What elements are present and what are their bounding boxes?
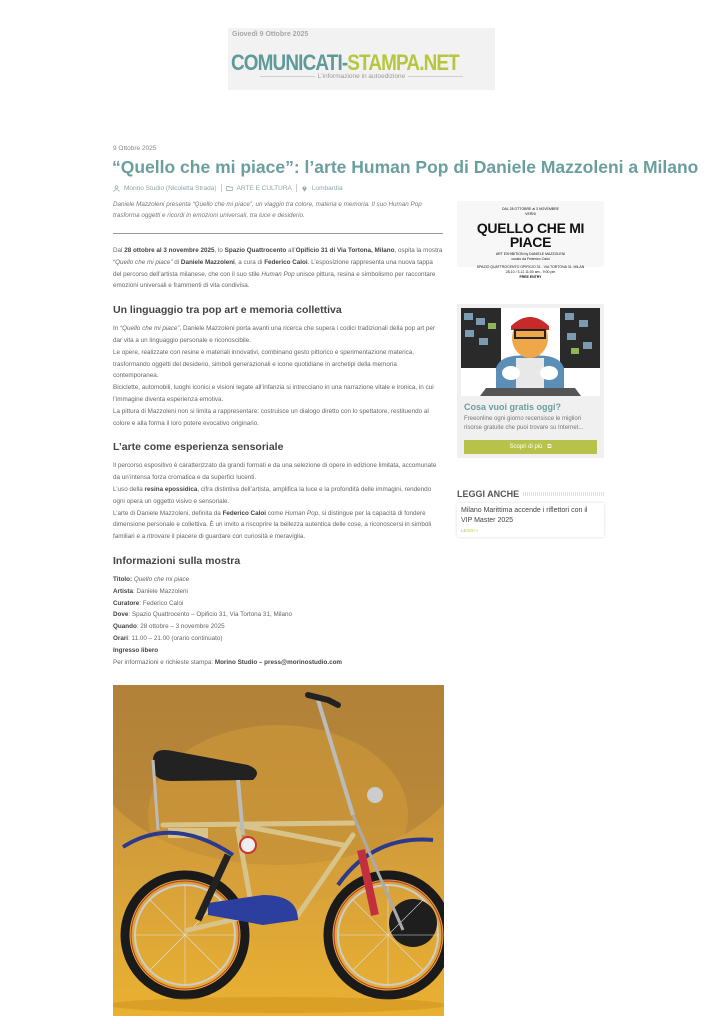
article-meta	[113, 184, 343, 192]
author-link[interactable]: Morino Studio (Nicoletta Strada)	[124, 184, 217, 192]
bicycle-illustration	[113, 685, 444, 1016]
article-lead: Daniele Mazzoleni presenta “Quello che mi piace”, un viaggio tra colore, materia e memoria. Il suo Human Pop trasforma oggetti e ricordi in emozioni universali, tra luce e desiderio.	[113, 201, 422, 219]
info-artist: Artista: Daniele Mazzoleni	[113, 587, 188, 595]
paragraph: La pittura di Mazzoleni non si limita a rappresentare: costruisce un dialogo diretto con lo spettatore, restituendo al colore e alla forma il loro potere evocativo originario.	[113, 407, 429, 427]
info-curator: Curatore: Federico Caloi	[113, 599, 184, 607]
poster-line: 28-10 / 3-11 11:00 am - 9:00 pm	[505, 270, 556, 274]
related-article-title[interactable]: Milano Marittima accende i riflettori con il VIP Master 2025	[461, 507, 588, 524]
paragraph: L’uso della resina epossidica, cifra distintiva dell’artista, amplifica la luce e la profondità delle immagini, rendendo ogni opera un oggetto visivo e sensoriale.	[113, 485, 432, 505]
exhibition-info-list	[113, 574, 443, 668]
meta-divider	[296, 184, 297, 192]
paragraph: Biciclette, automobili, luoghi iconici e visioni legate all’infanzia si intrecciano in una narrazione vitale e ironica, in cui l’immagine diventa esperienza emotiva.	[113, 384, 434, 403]
read-also-heading: LEGGI ANCHE	[457, 489, 520, 499]
section-heading-sensorial: L’arte come esperienza sensoriale	[113, 441, 284, 454]
poster-line: ART EXHIBITION by DANIELE MAZZOLENI	[495, 252, 566, 256]
info-free-entry: Ingresso libero	[113, 646, 159, 654]
poster-dates: DAL 28 OTTOBRE al 3 NOVEMBRE	[502, 207, 559, 211]
paragraph: Le opere, realizzate con resine e materiali innovativi, combinano gesto pittorico e sperimentazione materica, trasformando oggetti del desiderio, simboli generazionali e icone quotidiane in archetipi della memoria contemporanea.	[113, 348, 415, 380]
press-contact: Per informazioni e richieste stampa: Morino Studio – press@morinostudio.com	[113, 658, 343, 666]
user-icon	[113, 185, 120, 192]
section-heading-pop-art: Un linguaggio tra pop art e memoria collettiva	[113, 304, 342, 317]
tagline-text: L'informazione in autoedizione	[317, 73, 406, 80]
info-hours: Orari: 11.00 – 21.00 (orario continuato)	[113, 634, 223, 642]
poster-line: curato da Federico Caloi	[511, 257, 550, 261]
logo-part-1: COMUNICATI-	[231, 50, 348, 75]
info-dates: Quando: 28 ottobre – 3 novembre 2025	[113, 623, 225, 631]
press-email-link[interactable]: Morino Studio – press@morinostudio.com	[214, 658, 343, 666]
button-label: Scopri di più	[509, 444, 543, 450]
discover-more-button[interactable]	[464, 440, 597, 454]
logo-part-2: STAMPA.NET	[347, 50, 459, 75]
article-title: “Quello che mi piace”: l’arte Human Pop di Daniele Mazzoleni a Milano	[112, 157, 699, 177]
exhibition-poster-ad[interactable]	[457, 201, 604, 279]
info-title: Titolo: Quello che mi piace	[113, 575, 190, 583]
decorative-dots	[523, 492, 604, 496]
artwork-bicycle-image	[113, 685, 444, 1016]
category-link[interactable]: ARTE E CULTURA	[236, 184, 292, 192]
related-article-card[interactable]	[457, 503, 604, 537]
meta-divider	[221, 184, 222, 192]
promo-title[interactable]: Cosa vuoi gratis oggi?	[464, 402, 562, 412]
paragraph: L’arte di Daniele Mazzoleni, definita da Federico Caloi come Human Pop, si distingue per la capacità di fondere dimensione personale e collettiva. È un invito a riscoprire la bellezza autentica delle cose, a riconoscersi in simboli familiari e a ritrovare il piacere di guardare con curiosità e meraviglia.	[113, 509, 432, 541]
poster-line: SPAZIO QUATTROCENTO OPIFICIO 31 - VIA TORTONA 31, MILAN	[476, 265, 585, 269]
paragraph: In “Quello che mi piace”, Daniele Mazzoleni porta avanti una ricerca che supera i codici tradizionali della pop art per dar vita a un linguaggio personale e riconoscibile.	[113, 325, 436, 344]
site-masthead	[228, 28, 495, 90]
folder-icon	[226, 185, 233, 192]
poster-title: QUELLO CHE MI PIACE	[476, 220, 585, 250]
promo-widget	[457, 304, 604, 458]
intro-paragraph: Dal 28 ottobre al 3 novembre 2025, lo Spazio Quattrocento all’Opificio 31 di Via Tortona, Milano, ospita la mostra “Quello che mi piace” di Daniele Mazzoleni, a cura di Federico Caloi. L’esposizione rappresenta una nuova tappa del percorso dell’artista milanese, che con il suo stile Human Pop unisce pittura, resina e simbolismo per raccontare emozioni universali e frammenti di vita condivisa.	[113, 247, 443, 290]
divider	[113, 233, 443, 234]
cartoon-character-illustration	[461, 308, 600, 396]
poster-vernissage: VERNI	[525, 212, 536, 216]
article-date: 9 Ottobre 2025	[113, 145, 157, 152]
region-link[interactable]: Lombardia	[311, 184, 343, 192]
poster-line: FREE ENTRY	[519, 275, 542, 279]
paragraph: Il percorso espositivo è caratterizzato da grandi formati e da una selezione di opere in edizione limitata, accomunate da un’intensa forza cromatica e da superfici lucenti.	[113, 462, 437, 482]
promo-image[interactable]	[461, 308, 600, 396]
location-pin-icon	[301, 185, 308, 192]
promo-description: Freeonline ogni giorno recensisce le migliori risorse gratuite che puoi trovare su Internet...	[464, 416, 584, 431]
read-also-header	[457, 489, 604, 499]
current-date: Giovedì 9 Ottobre 2025	[232, 31, 309, 38]
site-tagline	[228, 73, 495, 80]
read-also-widget	[457, 489, 604, 537]
external-link-icon: ⧉	[547, 444, 552, 450]
article-body	[113, 200, 443, 668]
section-heading-info: Informazioni sulla mostra	[113, 554, 241, 567]
info-location: Dove: Spazio Quattrocento – Opificio 31, Via Tortona 31, Milano	[113, 611, 292, 619]
read-more-link[interactable]: LEGGI »	[461, 528, 479, 533]
